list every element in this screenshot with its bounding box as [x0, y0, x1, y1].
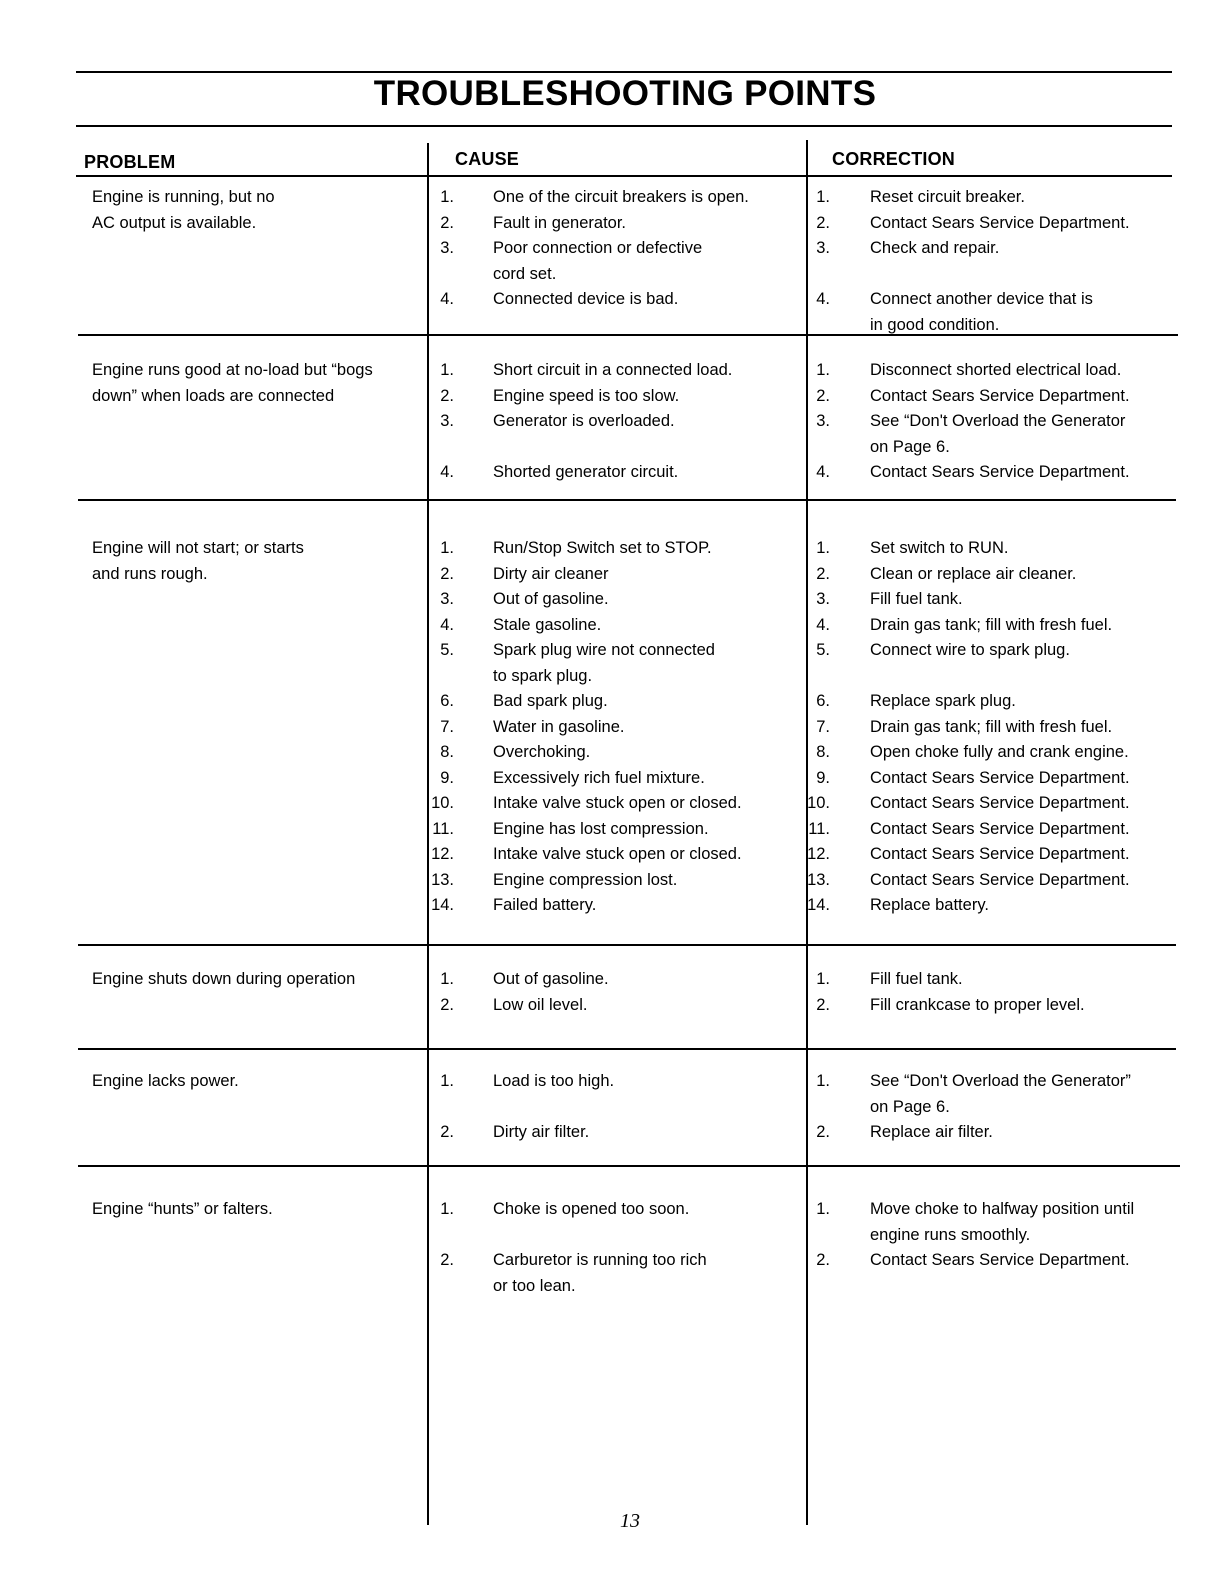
correction-text-line: Fill fuel tank. — [870, 590, 963, 608]
cause-text-line: Fault in generator. — [493, 213, 626, 232]
problem-text-line: AC output is available. — [92, 213, 257, 232]
correction-text-line: Contact Sears Service Department. — [870, 1251, 1130, 1269]
cause-text-line: Out of gasoline. — [493, 970, 609, 988]
cause-text-line: Dirty air cleaner — [493, 564, 609, 583]
cause-text-line: Bad spark plug. — [493, 692, 608, 710]
correction-text-line: Open choke fully and crank engine. — [870, 743, 1129, 761]
correction-number: 2. — [816, 213, 830, 232]
cause-text-line: Stale gasoline. — [493, 615, 602, 634]
correction-text-line: Contact Sears Service Department. — [870, 386, 1130, 405]
title-top-rule — [76, 71, 1172, 73]
cause-number: 13. — [431, 870, 454, 889]
cause-number: 10. — [431, 794, 454, 812]
problem-text-line: Engine shuts down during operation — [92, 970, 356, 988]
row-divider-4 — [78, 1048, 1176, 1050]
cause-text-line: Out of gasoline. — [493, 590, 609, 608]
cause-text-line: Engine speed is too slow. — [493, 386, 680, 405]
correction-text-line: Clean or replace air cleaner. — [870, 564, 1077, 583]
cause-text-line: One of the circuit breakers is open. — [493, 188, 749, 206]
cause-number: 11. — [432, 819, 454, 838]
correction-number: 2. — [816, 564, 830, 583]
cause-number: 1. — [440, 1200, 454, 1218]
cause-text-line: Excessively rich fuel mixture. — [493, 768, 705, 787]
correction-text-line: Contact Sears Service Department. — [870, 794, 1130, 812]
header-rule — [76, 175, 1172, 177]
cause-text-line: Shorted generator circuit. — [493, 463, 679, 481]
cause-text-line: Load is too high. — [493, 1072, 615, 1090]
correction-text-line: Reset circuit breaker. — [870, 188, 1025, 206]
problem-text-line: Engine “hunts” or falters. — [92, 1200, 273, 1218]
correction-number: 1. — [816, 970, 830, 988]
problem-text-line: and runs rough. — [92, 564, 208, 583]
cause-text-line: Engine compression lost. — [493, 870, 678, 889]
header-problem: PROBLEM — [84, 152, 176, 172]
correction-number: 13. — [807, 870, 830, 889]
cause-number: 1. — [440, 188, 454, 206]
correction-text-line: Replace spark plug. — [870, 692, 1016, 710]
cause-number: 2. — [440, 1123, 454, 1141]
cause-number: 2. — [440, 1251, 454, 1269]
cause-text-line: Failed battery. — [493, 896, 597, 914]
correction-text-line: Set switch to RUN. — [870, 539, 1009, 557]
correction-text-line: Drain gas tank; fill with fresh fuel. — [870, 717, 1113, 736]
cause-number: 3. — [440, 412, 454, 430]
correction-number: 4. — [816, 290, 830, 308]
cause-number: 2. — [440, 386, 454, 405]
correction-number: 3. — [816, 412, 830, 430]
correction-text-line: Contact Sears Service Department. — [870, 845, 1130, 863]
correction-text-line: on Page 6. — [870, 1097, 950, 1116]
correction-number: 8. — [816, 743, 830, 761]
correction-number: 11. — [808, 819, 830, 838]
cause-text-line: cord set. — [493, 264, 557, 283]
cause-text-line: Spark plug wire not connected — [493, 641, 715, 659]
correction-number: 2. — [816, 386, 830, 405]
correction-text-line: Contact Sears Service Department. — [870, 213, 1130, 232]
header-cause: CAUSE — [455, 149, 520, 169]
correction-text-line: on Page 6. — [870, 437, 950, 456]
cause-number: 5. — [440, 641, 454, 659]
problem-text-line: Engine will not start; or starts — [92, 539, 304, 557]
correction-number: 1. — [816, 1072, 830, 1090]
page-title: TROUBLESHOOTING POINTS — [373, 74, 877, 113]
correction-number: 4. — [816, 615, 830, 634]
cause-text-line: to spark plug. — [493, 666, 593, 685]
cause-text-line: Water in gasoline. — [493, 717, 625, 736]
correction-number: 1. — [816, 188, 830, 206]
correction-number: 14. — [807, 896, 830, 914]
correction-text-line: Check and repair. — [870, 239, 1000, 257]
row-divider-5 — [78, 1165, 1180, 1167]
correction-text-line: engine runs smoothly. — [870, 1225, 1031, 1244]
cause-text-line: or too lean. — [493, 1276, 576, 1295]
correction-text-line: Fill fuel tank. — [870, 970, 963, 988]
correction-text-line: Connect wire to spark plug. — [870, 641, 1070, 659]
row-divider-2 — [78, 499, 1176, 501]
correction-text-line: Contact Sears Service Department. — [870, 768, 1130, 787]
cause-number: 12. — [431, 845, 454, 863]
correction-number: 2. — [816, 1123, 830, 1141]
correction-text-line: Fill crankcase to proper level. — [870, 995, 1085, 1014]
correction-number: 1. — [816, 361, 830, 379]
correction-text-line: Replace air filter. — [870, 1123, 993, 1141]
correction-number: 5. — [816, 641, 830, 659]
cause-number: 1. — [440, 361, 454, 379]
cause-number: 1. — [440, 539, 454, 557]
correction-text-line: Contact Sears Service Department. — [870, 819, 1130, 838]
correction-text-line: Contact Sears Service Department. — [870, 870, 1130, 889]
problem-text-line: Engine lacks power. — [92, 1072, 239, 1090]
correction-text-line: Disconnect shorted electrical load. — [870, 361, 1122, 379]
cause-number: 2. — [440, 564, 454, 583]
cause-text-line: Short circuit in a connected load. — [493, 361, 733, 379]
row-divider-3 — [78, 944, 1176, 946]
cause-number: 1. — [440, 970, 454, 988]
cause-text-line: Low oil level. — [493, 995, 588, 1014]
correction-text-line: Drain gas tank; fill with fresh fuel. — [870, 615, 1113, 634]
correction-number: 2. — [816, 995, 830, 1014]
cause-number: 9. — [440, 768, 454, 787]
cause-number: 4. — [440, 463, 454, 481]
correction-number: 1. — [816, 1200, 830, 1218]
correction-text-line: in good condition. — [870, 315, 1000, 334]
row-divider-1 — [78, 334, 1178, 336]
cause-number: 2. — [440, 213, 454, 232]
correction-number: 6. — [816, 692, 830, 710]
correction-text-line: See “Don't Overload the Generator — [870, 412, 1126, 430]
cause-number: 6. — [440, 692, 454, 710]
correction-text-line: See “Don't Overload the Generator” — [870, 1072, 1131, 1090]
title-bottom-rule — [76, 125, 1172, 127]
correction-text-line: Replace battery. — [870, 896, 989, 914]
cause-number: 2. — [440, 995, 454, 1014]
cause-text-line: Overchoking. — [493, 743, 591, 761]
cause-text-line: Intake valve stuck open or closed. — [493, 845, 742, 863]
cause-text-line: Poor connection or defective — [493, 239, 703, 257]
cause-text-line: Generator is overloaded. — [493, 412, 675, 430]
cause-number: 14. — [431, 896, 454, 914]
correction-number: 9. — [816, 768, 830, 787]
header-correction: CORRECTION — [832, 149, 955, 169]
correction-number: 7. — [816, 717, 830, 736]
correction-number: 3. — [816, 239, 830, 257]
cause-number: 4. — [440, 615, 454, 634]
problem-text-line: Engine runs good at no-load but “bogs — [92, 361, 373, 379]
correction-number: 1. — [816, 539, 830, 557]
cause-text-line: Run/Stop Switch set to STOP. — [493, 539, 712, 557]
cause-text-line: Carburetor is running too rich — [493, 1251, 707, 1269]
cause-text-line: Choke is opened too soon. — [493, 1200, 690, 1218]
problem-text-line: down” when loads are connected — [92, 386, 335, 405]
correction-number: 10. — [807, 794, 830, 812]
cause-number: 7. — [440, 717, 454, 736]
cause-text-line: Connected device is bad. — [493, 290, 679, 308]
cause-number: 4. — [440, 290, 454, 308]
correction-text-line: Move choke to halfway position until — [870, 1200, 1135, 1218]
cause-text-line: Engine has lost compression. — [493, 819, 709, 838]
problem-text-line: Engine is running, but no — [92, 188, 275, 206]
cause-number: 8. — [440, 743, 454, 761]
cause-number: 1. — [440, 1072, 454, 1090]
correction-text-line: Contact Sears Service Department. — [870, 463, 1130, 481]
correction-number: 2. — [816, 1251, 830, 1269]
cause-text-line: Intake valve stuck open or closed. — [493, 794, 742, 812]
cause-text-line: Dirty air filter. — [493, 1123, 590, 1141]
cause-number: 3. — [440, 590, 454, 608]
correction-number: 4. — [816, 463, 830, 481]
cause-number: 3. — [440, 239, 454, 257]
page-number: 13 — [620, 1510, 640, 1532]
correction-number: 12. — [807, 845, 830, 863]
correction-number: 3. — [816, 590, 830, 608]
correction-text-line: Connect another device that is — [870, 290, 1093, 308]
